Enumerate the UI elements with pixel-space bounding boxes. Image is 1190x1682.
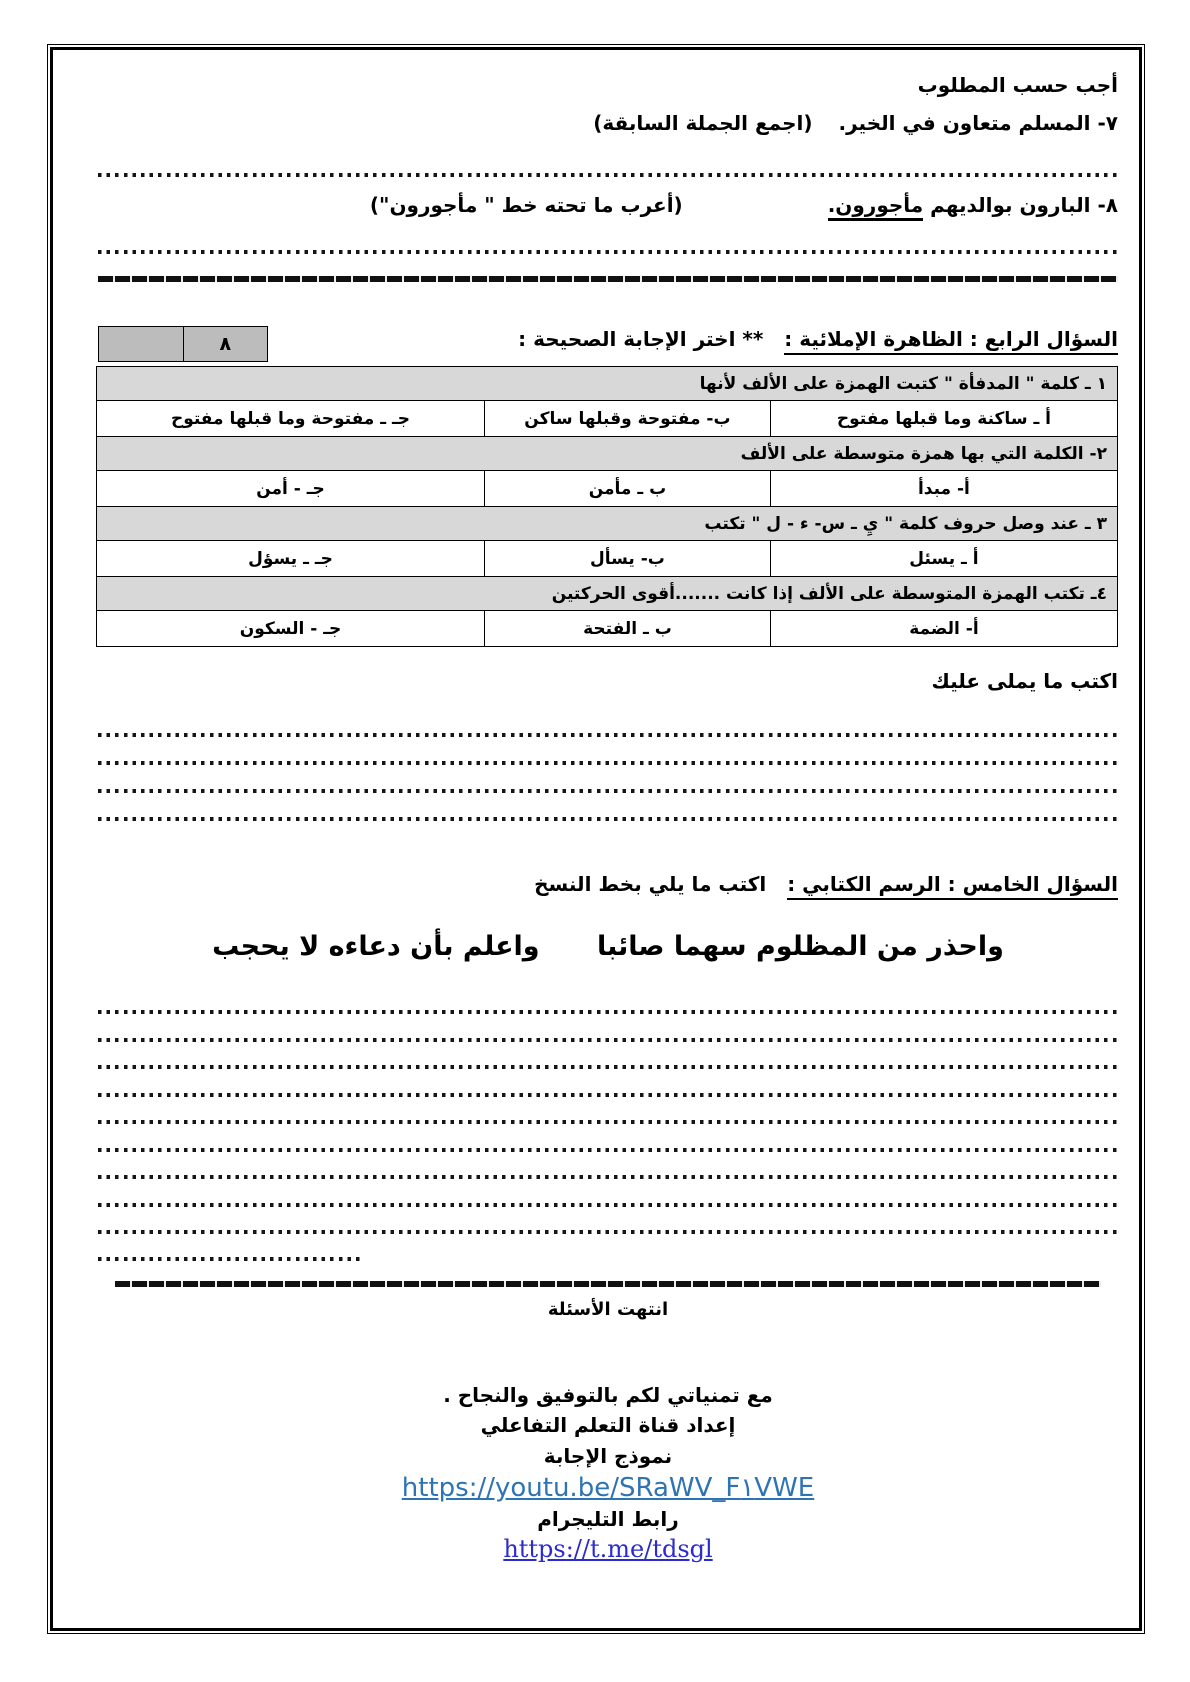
dotted-writing-line [98, 733, 1118, 737]
section-separator [98, 276, 1118, 282]
mcq-3-option-c: جـ ـ يسؤل [97, 541, 485, 577]
dotted-writing-line [98, 761, 1118, 765]
mcq-table [96, 366, 1118, 647]
mcq-2-option-b: ب ـ مأمن [485, 471, 771, 507]
page-content [98, 56, 1118, 1564]
dotted-writing-line [98, 1065, 1118, 1069]
underlined-word: مأجورون. [828, 193, 923, 221]
table-row [97, 401, 1118, 437]
mcq-3-option-a: أ ـ يسئل [770, 541, 1117, 577]
table-row [97, 471, 1118, 507]
footer [98, 1380, 1118, 1564]
question-5-title-underlined: السؤال الخامس : الرسم الكتابي : [787, 872, 1118, 900]
answer-model-text: نموذج الإجابة [543, 1444, 673, 1468]
telegram-link-row [98, 1534, 1118, 1564]
mcq-question-1: ١ ـ كلمة " المدفأة " كتبت الهمزة على الألف لأنها [97, 367, 1118, 401]
youtube-link[interactable]: https://youtu.be/SRaWV_F١VWE [401, 1473, 815, 1503]
question-7-text: ٧- المسلم متعاون في الخير. [838, 111, 1118, 135]
table-row [97, 541, 1118, 577]
dotted-writing-line [98, 1175, 1118, 1179]
question-5-instruction: اكتب ما يلي بخط النسخ [534, 872, 767, 896]
mcq-2-option-c: جـ - أمن [97, 471, 485, 507]
dotted-writing-line [98, 817, 1118, 821]
question-7-row [98, 109, 1118, 137]
copy-writing-lines [98, 1010, 1118, 1234]
mcq-4-option-b: ب ـ الفتحة [485, 611, 771, 647]
dotted-writing-line [98, 1038, 1118, 1042]
score-value: ٨ [183, 327, 268, 361]
mcq-question-3: ٣ ـ عند وصل حروف كلمة " يِ ـ س- ء - ل " تكتب [97, 507, 1118, 541]
poem-line [98, 929, 1118, 965]
dotted-writing-line [98, 789, 1118, 793]
mcq-question-2: ٢- الكلمة التي بها همزة متوسطة على الألف [97, 437, 1118, 471]
short-dotted-line [98, 1257, 363, 1261]
question-4-title-underlined: السؤال الرابع : الظاهرة الإملائية : [784, 327, 1118, 355]
question-4-title [518, 324, 1118, 354]
table-row [97, 577, 1118, 611]
questions-ended-label: انتهت الأسئلة [547, 1299, 669, 1320]
score-box [98, 326, 268, 362]
mcq-4-option-a: أ- الضمة [770, 611, 1117, 647]
score-empty-cell [99, 327, 183, 361]
good-luck-text: مع تمنياتي لكم بالتوفيق والنجاح . [443, 1383, 773, 1407]
table-row [97, 437, 1118, 471]
question-5-title [98, 869, 1118, 899]
mcq-question-4: ٤ـ تكتب الهمزة المتوسطة على الألف إذا كانت .......أقوى الحركتين [97, 577, 1118, 611]
dotted-writing-line [98, 1010, 1118, 1014]
question-4-header-row [98, 324, 1118, 362]
table-row [97, 611, 1118, 647]
prepared-by-text: إعداد قناة التعلم التفاعلي [480, 1413, 736, 1437]
question-8-row [98, 191, 1118, 219]
telegram-label: رابط التليجرام [537, 1507, 679, 1531]
mcq-1-option-c: جـ ـ مفتوحة وما قبلها مفتوح [97, 401, 485, 437]
question-4-instruction: ** اختر الإجابة الصحيحة : [518, 327, 764, 351]
dotted-writing-line [98, 1230, 1118, 1234]
dictation-lines [98, 733, 1118, 821]
dotted-answer-line [98, 173, 1118, 177]
instruction-title: أجب حسب المطلوب [917, 73, 1118, 97]
question-7-hint: (اجمع الجملة السابقة) [593, 111, 813, 135]
table-row [97, 507, 1118, 541]
question-8-text: ٨- البارون بوالديهم مأجورون. [828, 191, 1118, 219]
dotted-writing-line [98, 1203, 1118, 1207]
dotted-writing-line [98, 1148, 1118, 1152]
telegram-link[interactable]: https://t.me/tdsgl [503, 1535, 713, 1563]
mcq-1-option-b: ب- مفتوحة وقبلها ساكن [485, 401, 771, 437]
dictation-title: اكتب ما يملى عليك [931, 669, 1118, 693]
mcq-3-option-b: ب- يسأل [485, 541, 771, 577]
mcq-1-option-a: أ ـ ساكنة وما قبلها مفتوح [770, 401, 1117, 437]
question-8-hint: (أعرب ما تحته خط " مأجورون") [369, 193, 683, 217]
mcq-4-option-c: جـ - السكون [97, 611, 485, 647]
end-separator [115, 1281, 1101, 1287]
poem-first-hemistich: واحذر من المظلوم سهما صائبا [597, 931, 1004, 962]
poem-second-hemistich: واعلم بأن دعاءه لا يحجب [212, 931, 540, 962]
youtube-link-row [98, 1472, 1118, 1504]
mcq-2-option-a: أ- مبدأ [770, 471, 1117, 507]
dotted-writing-line [98, 1120, 1118, 1124]
dotted-writing-line [98, 1093, 1118, 1097]
dotted-answer-line [98, 250, 1118, 254]
table-row [97, 367, 1118, 401]
